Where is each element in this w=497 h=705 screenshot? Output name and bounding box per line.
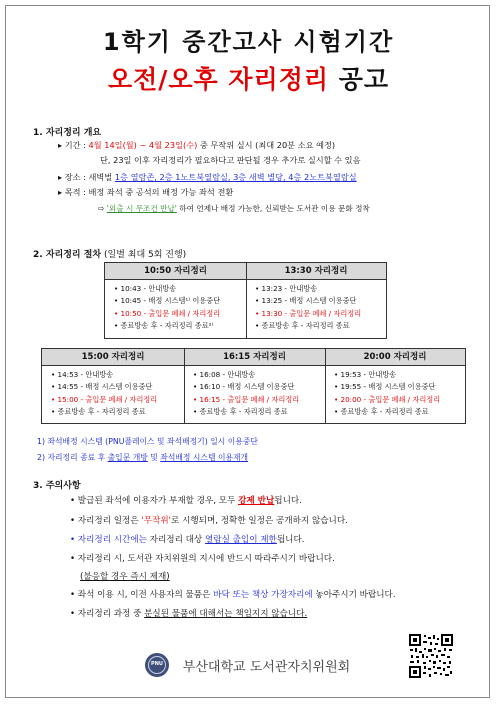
- schedule-item: • 종료방송 후 - 자리정리 종료: [51, 406, 146, 416]
- footnote-1: 1) 좌석배정 시스템 (PNU플레이스 및 좌석배정기) 일시 이용중단: [37, 437, 258, 446]
- caution-3: [70, 533, 305, 545]
- purpose-line: [58, 187, 233, 198]
- place-list: 1층 열람존, 2층 1노트북열람실, 3층 새벽 별당, 4층 2노트북열람실: [114, 172, 357, 182]
- schedule-item: • 14:53 - 안내방송: [51, 370, 114, 379]
- period-line: [58, 140, 335, 151]
- purpose-sub: [98, 203, 370, 214]
- triangle-icon: ▸: [58, 172, 65, 182]
- caution-5-blue: 바닥 또는 책상 가장자리에: [213, 590, 313, 600]
- triangle-icon: ▸: [58, 140, 65, 150]
- schedule-table-2: [41, 348, 466, 424]
- schedule-item: • 13:25 - 배정 시스템 이용중단: [255, 296, 357, 306]
- schedule-cell: [42, 366, 184, 423]
- schedule-cell: [325, 366, 465, 423]
- schedule-item: • 10:50 - 출입문 폐쇄 / 자리정리: [114, 308, 221, 318]
- caution-5-a: • 좌석 이용 시, 이전 사용자의 물품은: [70, 590, 214, 600]
- schedule-item: • 16:15 - 출입문 폐쇄 / 자리정리: [193, 394, 300, 404]
- caution-4-sub: (불응할 경우 즉시 제재): [80, 572, 170, 582]
- period-sub: 단, 23일 이후 자리정리가 필요하다고 판단될 경우 추가로 실시할 수 있음: [100, 155, 361, 165]
- section2-title: 2. 자리정리 절차: [33, 250, 102, 260]
- footnote-2-a: 2) 자리정리 종료 후: [37, 453, 108, 462]
- caution-6-u: 분실된 물품에 대해서는 책임지지 않습니다.: [144, 609, 308, 619]
- schedule-cell: [105, 280, 246, 338]
- schedule-item: • 종료방송 후 - 자리정리 종료: [334, 406, 429, 416]
- purpose-text: 목적 : 배정 좌석 중 공석의 배정 가능 좌석 전환: [64, 187, 234, 197]
- section2-heading: [33, 247, 186, 260]
- triangle-icon: ▸: [58, 187, 65, 197]
- caution-1-red: 강제 반납: [238, 496, 275, 506]
- footer-org: 부산대학교 도서관자치위원회: [182, 660, 351, 675]
- seal-text: PNU: [151, 661, 163, 667]
- caution-2-a: • 자리정리 일정은: [70, 516, 142, 526]
- caution-1: [70, 494, 302, 506]
- footnote-2-d: 좌석배정 시스템 이용재개: [160, 453, 249, 462]
- schedule-item: • 10:43 - 안내방송: [114, 284, 177, 293]
- period-dates: 4월 14일(월) ~ 4월 23일(수): [88, 140, 198, 150]
- caution-3-b: 됩니다.: [276, 535, 305, 545]
- caution-2-b: 로 시행되며, 정확한 일정은 공개하지 않습니다.: [171, 516, 348, 526]
- section3-heading: 3. 주의사항: [33, 481, 81, 491]
- footnote-2-c: 및: [147, 453, 161, 462]
- caution-2-red: '무작위': [141, 516, 172, 526]
- schedule-item: • 15:00 - 출입문 폐쇄 / 자리정리: [51, 394, 158, 404]
- schedule-item: • 14:55 - 배정 시스템 이용중단: [51, 382, 153, 392]
- period-label: 기간 :: [64, 140, 89, 150]
- schedule-item: • 16:08 - 안내방송: [193, 370, 256, 379]
- schedule-item: • 19:53 - 안내방송: [334, 370, 397, 379]
- schedule-item: • 10:45 - 배정 시스템¹⁾ 이용중단: [114, 296, 221, 306]
- schedule-header: 20:00 자리정리: [325, 349, 465, 366]
- caution-1-a: • 발급된 좌석에 이용자가 부재할 경우, 모두: [70, 496, 239, 506]
- schedule-item: • 종료방송 후 - 자리정리 종료: [255, 320, 350, 330]
- schedule-item: • 종료방송 후 - 자리정리 종료²⁾: [114, 320, 214, 330]
- section1-heading: 1. 자리정리 개요: [33, 128, 102, 138]
- purpose-highlight: '외출 시 무조건 반납': [106, 204, 177, 213]
- caution-3-a: 자리정리 대상: [146, 535, 205, 545]
- schedule-item: • 16:10 - 배정 시스템 이용중단: [193, 382, 295, 392]
- caution-1-b: 됩니다.: [274, 496, 302, 506]
- title-line2: [0, 60, 497, 96]
- schedule-item: • 종료방송 후 - 자리정리 종료: [193, 406, 288, 416]
- footnote-2: [37, 452, 248, 463]
- schedule-header: 10:50 자리정리: [105, 263, 246, 280]
- caution-4: • 자리정리 시, 도서관 자치위원의 지시에 반드시 따라주시기 바랍니다.: [70, 554, 335, 564]
- caution-6-a: • 자리정리 과정 중: [70, 609, 145, 619]
- section2-subtitle: (일별 최대 5회 진행): [101, 250, 187, 260]
- schedule-table-1: [104, 262, 387, 339]
- schedule-item: • 13:23 - 안내방송: [255, 284, 318, 293]
- caution-3-blue: • 자리정리 시간에는: [70, 535, 147, 545]
- title-line1: 1학기 중간고사 시험기간: [102, 28, 395, 56]
- schedule-item: • 19:55 - 배정 시스템 이용중단: [334, 382, 436, 392]
- schedule-cell: [246, 280, 386, 338]
- caution-5: [70, 588, 396, 600]
- schedule-item: • 13:30 - 출입문 폐쇄 / 자리정리: [255, 308, 362, 318]
- caution-5-b: 놓아주시기 바랍니다.: [312, 590, 396, 600]
- purpose-sub-rest: 하여 언제나 배정 가능한, 신뢰받는 도서관 이용 문화 정착: [176, 204, 370, 213]
- place-line: [58, 172, 357, 183]
- schedule-header: 15:00 자리정리: [42, 349, 184, 366]
- footnote-2-b: 출입문 개방: [107, 453, 148, 462]
- arrow-right-icon: ⇨: [98, 204, 107, 213]
- schedule-header: 16:15 자리정리: [184, 349, 325, 366]
- period-rest: 중 무작위 실시 (최대 20분 소요 예정): [197, 140, 336, 150]
- caution-6: [70, 607, 307, 619]
- schedule-cell: [184, 366, 325, 423]
- schedule-item: • 20:00 - 출입문 폐쇄 / 자리정리: [334, 394, 441, 404]
- place-label: 장소 : 새벽벌: [64, 172, 115, 182]
- title-red: 오전/오후 자리정리: [107, 65, 330, 94]
- schedule-header: 13:30 자리정리: [246, 263, 386, 280]
- caution-2: [70, 514, 348, 526]
- caution-3-blue2: 열람실 출입이 제한: [204, 535, 277, 545]
- qr-code-icon[interactable]: [409, 634, 453, 678]
- title-black: 공고: [329, 65, 390, 94]
